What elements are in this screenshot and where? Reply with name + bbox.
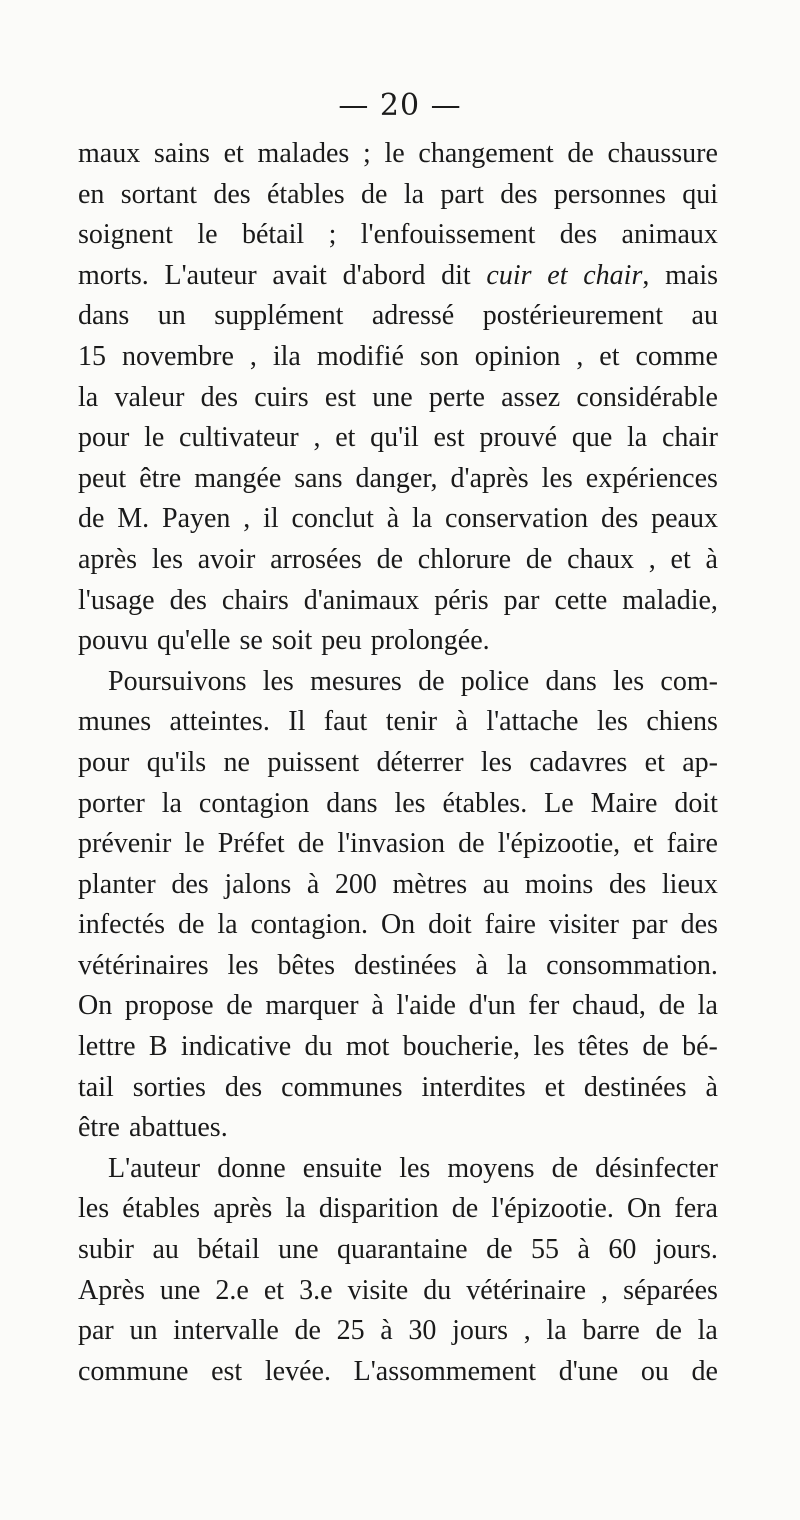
text-line: planter des jalons à 200 mètres au moins des lieux <box>78 868 718 900</box>
text-line: l'usage des chairs d'animaux péris par cette maladie, <box>78 584 718 616</box>
text-line: la valeur des cuirs est une perte assez considérable <box>78 381 718 413</box>
text-line: vétérinaires les bêtes destinées à la consommation. <box>78 949 718 981</box>
text-line: être abattues. <box>78 1112 228 1144</box>
text-line: pour qu'ils ne puissent déterrer les cadavres et ap- <box>78 746 718 778</box>
text-line: pouvu qu'elle se soit peu prolongée. <box>78 625 490 657</box>
text-line: après les avoir arrosées de chlorure de chaux , et à <box>78 543 718 575</box>
text-line: de M. Payen , il conclut à la conservation des peaux <box>78 503 718 535</box>
text-line: 15 novembre , ila modifié son opinion , et comme <box>78 340 718 372</box>
text-line: Poursuivons les mesures de police dans les com- <box>108 665 718 697</box>
text-line: maux sains et malades ; le changement de chaussure <box>78 138 718 169</box>
text-line: Après une 2.e et 3.e visite du vétérinaire , séparées <box>78 1274 718 1306</box>
text-line: prévenir le Préfet de l'invasion de l'épizootie, et faire <box>78 828 718 860</box>
text-line: par un intervalle de 25 à 30 jours , la barre de la <box>78 1315 718 1347</box>
text-line: les étables après la disparition de l'épizootie. On fera <box>78 1193 718 1225</box>
text-line: morts. L'auteur avait d'abord dit cuir et chair, mais <box>78 259 718 291</box>
body-text <box>78 134 718 1392</box>
text-line: porter la contagion dans les étables. Le Maire doit <box>78 787 718 819</box>
page-number: — 20 — <box>338 88 462 123</box>
text-line: munes atteintes. Il faut tenir à l'attache les chiens <box>78 706 718 738</box>
text-line: infectés de la contagion. On doit faire visiter par des <box>78 909 718 941</box>
text-line: en sortant des étables de la part des personnes qui <box>78 178 718 210</box>
text-line: commune est levée. L'assommement d'une ou de <box>78 1355 718 1387</box>
text-line: pour le cultivateur , et qu'il est prouvé que la chair <box>78 422 718 454</box>
text-line: dans un supplément adressé postérieurement au <box>78 300 718 332</box>
text-line: subir au bétail une quarantaine de 55 à 60 jours. <box>78 1234 718 1266</box>
text-line: L'auteur donne ensuite les moyens de désinfecter <box>108 1152 718 1184</box>
text-line: tail sorties des communes interdites et destinées à <box>78 1071 718 1103</box>
text-line: On propose de marquer à l'aide d'un fer chaud, de la <box>78 990 718 1022</box>
text-line: soignent le bétail ; l'enfouissement des animaux <box>78 219 718 251</box>
text-line: lettre B indicative du mot boucherie, les têtes de bé- <box>78 1031 718 1063</box>
text-line: peut être mangée sans danger, d'après les expériences <box>78 462 718 494</box>
